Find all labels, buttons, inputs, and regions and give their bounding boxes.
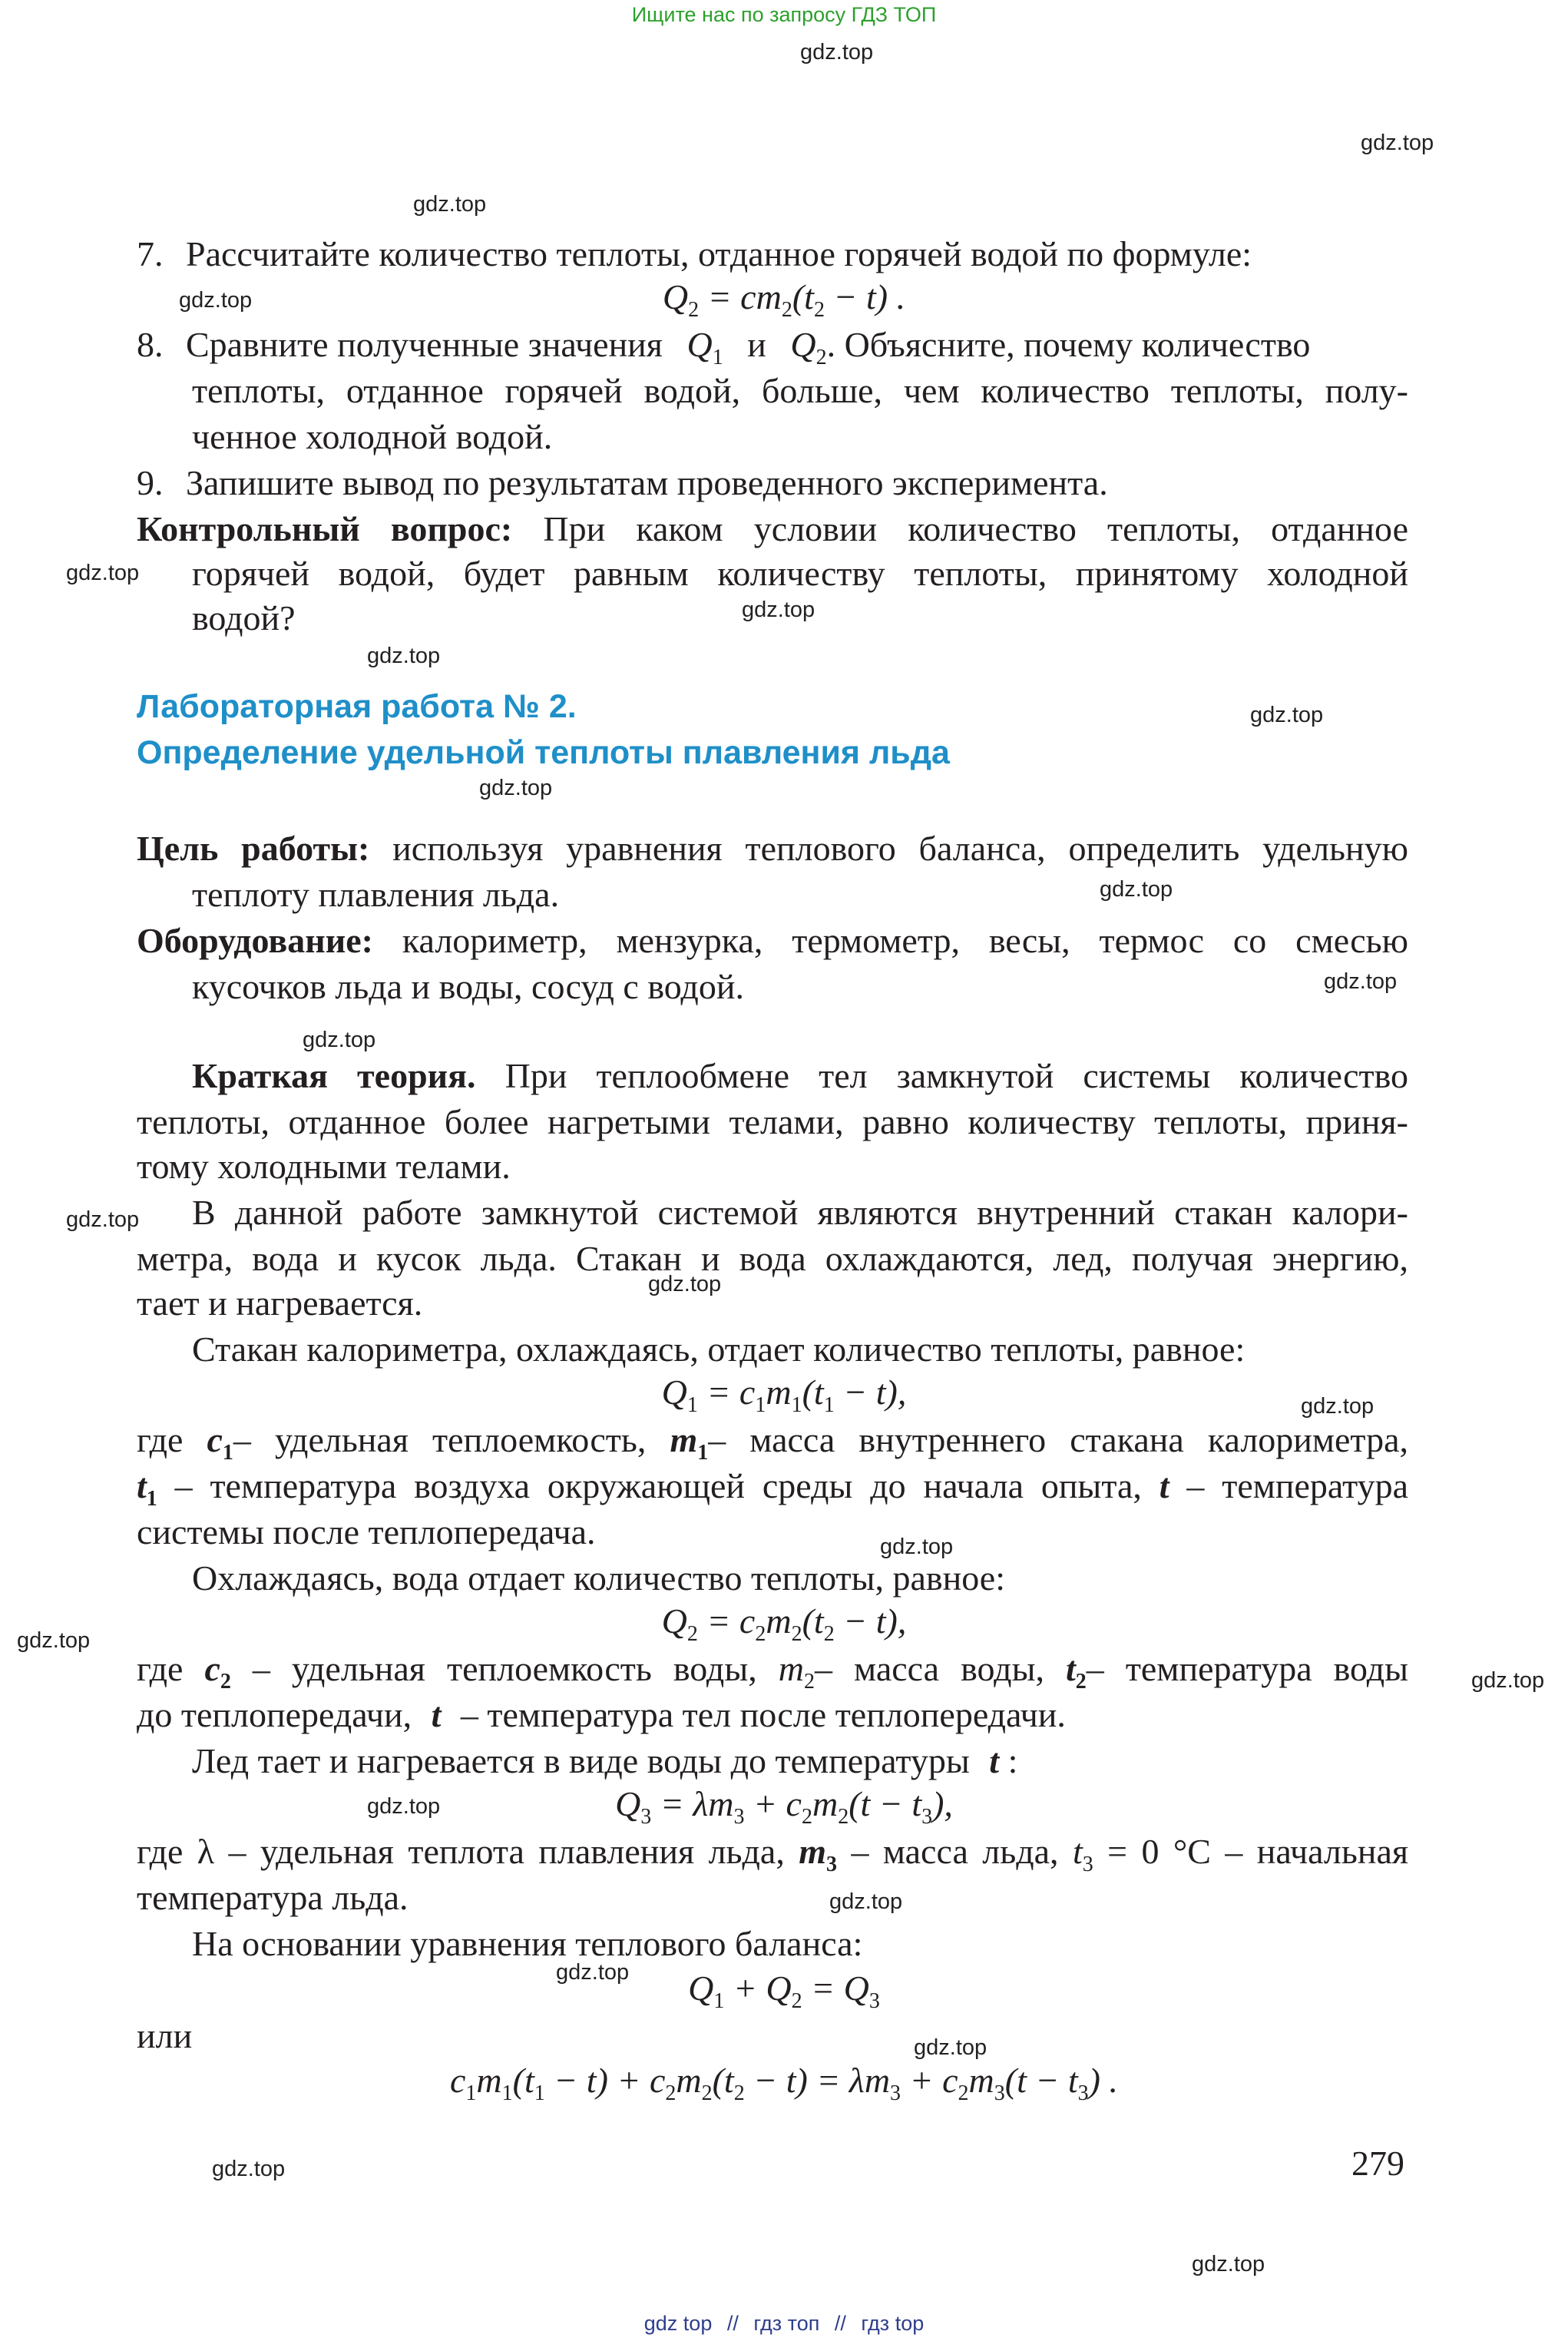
link-gdz-top-ru[interactable]: гдз топ [753,2312,820,2335]
watermark: gdz.top [556,1960,630,1985]
control-question-label: Контрольный вопрос: [137,509,513,548]
where-line5: до теплопередачи, t – температура тел после теплопередачи. [137,1695,1066,1734]
theory-line1: Краткая теория. При теплообмене тел замкнутой системы количество [192,1056,1408,1095]
control-question-line2: горячей водой, будет равным количеству теплоты, принятому холодной [192,554,1408,593]
watermark: gdz.top [212,2157,286,2181]
formula-balance: $Q_1 + Q_2 = Q_3$ [688,1968,880,2014]
watermark: gdz.top [880,1535,954,1559]
theory-label: Краткая теория. [192,1056,476,1095]
symbol-t3: $t_3$ [1072,1832,1093,1877]
bottom-links [0,2312,1568,2336]
goal-line2: теплоту плавления льда. [192,875,560,914]
control-question-line3: водой? [192,598,296,637]
watermark: gdz.top [479,776,553,800]
link-gdz-top-mixed[interactable]: гдз top [861,2312,925,2335]
or-word: или [137,2016,193,2055]
watermark: gdz.top [367,644,441,668]
theory-p2-line1: В данной работе замкнутой системой являются внутренний стакан калори- [192,1193,1408,1232]
symbol-c1: $c_1$ [207,1420,233,1465]
watermark: gdz.top [1361,131,1434,155]
theory-p2-line2: метра, вода и кусок льда. Стакан и вода охлаждаются, лед, получая энергию, [137,1239,1408,1278]
theory-line3: тому холодными телами. [137,1147,511,1186]
symbol-m2: $m_2$ [778,1649,815,1694]
page-number: 279 [1351,2144,1404,2183]
separator: // [726,2312,739,2335]
symbol-q1: $Q_1$ [686,325,723,370]
where-line2: $t_1$ – температура воздуха окружающей среды до начала опыта, t – температура [137,1466,1409,1512]
lab-subtitle: Определение удельной теплоты плавления льда [137,734,950,771]
symbol-q2: $Q_2$ [790,325,827,370]
watermark: gdz.top [648,1272,722,1296]
symbol-t: t [431,1695,442,1734]
item-9: 9. Запишите вывод по результатам проведенного эксперимента. [137,463,1108,502]
watermark: gdz.top [1100,877,1173,902]
item-8-line1: 8. Сравните полученные значения $Q_1$ и $Q_2$. Объясните, почему количество [137,325,1311,370]
lab-title: Лабораторная работа № 2. [137,688,577,725]
where-line6: где λ – удельная теплота плавления льда, $m_3$ – масса льда, $t_3 = 0$ °С – начальная [137,1832,1409,1877]
item-8-line3: ченное холодной водой. [192,417,553,456]
watermark: gdz.top [17,1628,91,1653]
watermark: gdz.top [1192,2252,1265,2276]
where-line1: где $c_1-$ удельная теплоемкость, $m_1-$ масса внутреннего стакана калориметра, [137,1420,1409,1465]
separator: // [834,2312,846,2335]
watermark: gdz.top [303,1028,376,1052]
item-7: 7. Рассчитайте количество теплоты, отданное горячей водой по формуле: [137,234,1252,273]
theory-line2: теплоты, отданное более нагретыми телами, равно количеству теплоты, приня- [137,1102,1408,1141]
watermark: gdz.top [829,1889,903,1914]
equipment-label: Оборудование: [137,921,373,960]
goal-line1: Цель работы: используя уравнения теплового баланса, определить удельную [137,829,1409,868]
watermark: gdz.top [742,598,815,622]
watermark: gdz.top [800,40,874,65]
where-line4: где $c_2$ – удельная теплоемкость воды, $m_2-$ масса воды, $t_2-$ температура воды [137,1649,1409,1694]
formula-balance-expanded: $c_1m_1(t_1 - t) + c_2m_2(t_2 - t) = \lambda m_3 + c_2m_3(t - t_3)$ . [450,2061,1118,2106]
control-question-line1: Контрольный вопрос: При каком условии количество теплоты, отданное [137,509,1409,548]
symbol-t: t [989,1741,1000,1780]
where-line7: температура льда. [137,1878,409,1917]
watermark: gdz.top [413,192,487,217]
watermark: gdz.top [1324,969,1398,994]
link-gdz-top[interactable]: gdz top [643,2312,713,2335]
search-banner[interactable]: Ищите нас по запросу ГДЗ ТОП [631,3,937,26]
watermark: gdz.top [1301,1394,1374,1419]
where-line3: системы после теплопередача. [137,1512,596,1551]
formula-q3: $Q_3 = \lambda m_3 + c_2m_2(t - t_3)$, [615,1784,953,1829]
formula-q2-hot-water: $Q_2 = cm_2(t_2 - t)$ . [662,277,906,323]
watermark: gdz.top [66,1207,140,1232]
watermark: gdz.top [367,1794,441,1819]
theory-p2-line3: тает и нагревается. [137,1283,423,1323]
watermark: gdz.top [179,288,253,313]
formula-q2: $Q_2 = c_2m_2(t_2 - t)$, [661,1601,907,1647]
watermark: gdz.top [1250,703,1324,727]
symbol-m3: $m_3$ [799,1832,838,1877]
theory-p3: Стакан калориметра, охлаждаясь, отдает количество теплоты, равное: [192,1329,1245,1369]
theory-p6: На основании уравнения теплового баланса: [192,1924,863,1963]
equipment-line2: кусочков льда и воды, сосуд с водой. [192,967,744,1006]
watermark: gdz.top [914,2035,987,2060]
symbol-t2: $t_2$ [1066,1649,1087,1694]
symbol-t1: $t_1$ [137,1466,157,1512]
item-8-line2: теплоты, отданное горячей водой, больше, чем количество теплоты, полу- [192,371,1408,410]
theory-p5: Лед тает и нагревается в виде воды до температуры t : [192,1741,1018,1780]
watermark: gdz.top [1471,1668,1545,1693]
symbol-c2: $c_2$ [204,1649,231,1694]
equipment-line1: Оборудование: калориметр, мензурка, термометр, весы, термос со смесью [137,921,1409,960]
watermark: gdz.top [66,561,140,585]
theory-p4: Охлаждаясь, вода отдает количество теплоты, равное: [192,1558,1005,1598]
symbol-m1: $m_1$ [670,1420,709,1465]
formula-q1: $Q_1 = c_1m_1(t_1 - t)$, [661,1372,907,1418]
goal-label: Цель работы: [137,829,370,868]
symbol-t: t [1159,1466,1169,1505]
